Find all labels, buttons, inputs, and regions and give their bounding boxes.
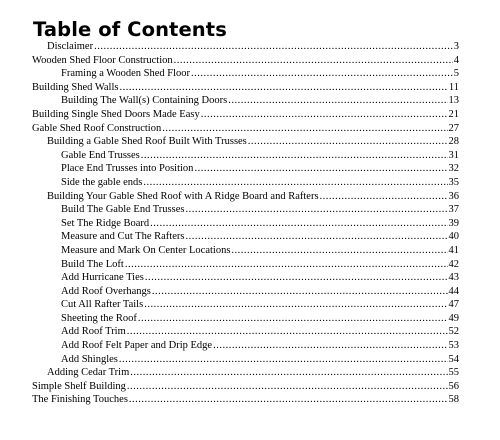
toc-entry[interactable] — [32, 40, 459, 54]
dot-leader — [129, 393, 448, 407]
toc-entry-label[interactable]: Building a Gable Shed Roof Built With Trusses — [47, 136, 247, 148]
toc-entry-label[interactable]: Gable Shed Roof Construction — [32, 122, 162, 134]
dot-leader — [130, 366, 447, 380]
toc-entry-label[interactable]: Measure and Cut The Rafters — [61, 231, 185, 243]
toc-entry[interactable] — [32, 67, 459, 81]
toc-entry-label[interactable]: Gable End Trusses — [61, 149, 140, 161]
toc-entry-label[interactable]: Add Roof Trim — [61, 326, 126, 338]
toc-entry[interactable] — [32, 244, 459, 258]
toc-entry[interactable] — [32, 149, 459, 163]
toc-entry[interactable] — [32, 353, 459, 367]
dot-leader — [138, 312, 448, 326]
dot-leader — [143, 176, 447, 190]
toc-entry[interactable] — [32, 135, 459, 149]
toc-entry[interactable] — [32, 298, 459, 312]
toc-entry[interactable] — [32, 81, 459, 95]
dot-leader — [228, 94, 447, 108]
dot-leader — [127, 325, 448, 339]
toc-entry[interactable] — [32, 393, 459, 407]
toc-entry[interactable] — [32, 108, 459, 122]
dot-leader — [94, 40, 453, 54]
toc-list — [32, 40, 459, 407]
toc-entry[interactable] — [32, 285, 459, 299]
dot-leader — [152, 285, 448, 299]
toc-entry[interactable] — [32, 217, 459, 231]
toc-entry-label[interactable]: Building Your Gable Shed Roof with A Ridge Board and Rafters — [47, 190, 319, 202]
toc-entry-label[interactable]: Add Hurricane Ties — [61, 272, 144, 284]
toc-entry-page-number[interactable]: 21 — [448, 108, 459, 120]
dot-leader — [231, 244, 447, 258]
toc-entry-label[interactable]: Side the gable ends — [61, 176, 143, 188]
toc-entry-page-number[interactable]: 55 — [448, 367, 459, 379]
toc-entry[interactable] — [32, 190, 459, 204]
toc-entry-page-number[interactable]: 44 — [448, 285, 459, 297]
toc-entry[interactable] — [32, 54, 459, 68]
toc-entry-label[interactable]: Add Roof Felt Paper and Drip Edge — [61, 340, 213, 352]
toc-entry-label[interactable]: Building Single Shed Doors Made Easy — [32, 108, 200, 120]
dot-leader — [119, 353, 448, 367]
toc-entry-page-number[interactable]: 13 — [448, 95, 459, 107]
toc-entry-page-number[interactable]: 35 — [448, 176, 459, 188]
toc-entry[interactable] — [32, 339, 459, 353]
dot-leader — [320, 190, 448, 204]
dot-leader — [185, 230, 447, 244]
toc-entry[interactable] — [32, 380, 459, 394]
toc-entry[interactable] — [32, 176, 459, 190]
dot-leader — [248, 135, 448, 149]
toc-entry[interactable] — [32, 312, 459, 326]
dot-leader — [145, 271, 448, 285]
toc-entry[interactable] — [32, 258, 459, 272]
toc-entry-page-number[interactable]: 41 — [448, 244, 459, 256]
toc-entry-page-number[interactable]: 31 — [448, 149, 459, 161]
dot-leader — [141, 149, 448, 163]
dot-leader — [127, 380, 448, 394]
toc-entry[interactable] — [32, 325, 459, 339]
toc-entry-label[interactable]: Building The Wall(s) Containing Doors — [61, 95, 228, 107]
toc-entry-page-number[interactable]: 47 — [448, 299, 459, 311]
dot-leader — [185, 203, 447, 217]
dot-leader — [201, 108, 448, 122]
toc-entry-label[interactable]: Build The Gable End Trusses — [61, 204, 185, 216]
toc-entry-page-number[interactable]: 54 — [448, 353, 459, 365]
toc-entry-label[interactable]: The Finishing Touches — [32, 394, 128, 406]
toc-entry-page-number[interactable]: 37 — [448, 204, 459, 216]
dot-leader — [125, 258, 448, 272]
dot-leader — [191, 67, 453, 81]
toc-entry-page-number[interactable]: 32 — [448, 163, 459, 175]
dot-leader — [119, 81, 447, 95]
toc-entry-page-number[interactable]: 4 — [453, 54, 459, 66]
toc-entry-page-number[interactable]: 5 — [453, 68, 459, 80]
toc-entry[interactable] — [32, 366, 459, 380]
dot-leader — [162, 122, 447, 136]
toc-entry-label[interactable]: Place End Trusses into Position — [61, 163, 194, 175]
toc-entry-label[interactable]: Building Shed Walls — [32, 81, 119, 93]
dot-leader — [174, 54, 453, 68]
toc-entry-page-number[interactable]: 40 — [448, 231, 459, 243]
toc-entry-page-number[interactable]: 52 — [448, 326, 459, 338]
toc-entry[interactable] — [32, 122, 459, 136]
toc-entry[interactable] — [32, 94, 459, 108]
toc-entry-label[interactable]: Simple Shelf Building — [32, 380, 126, 392]
toc-entry-label[interactable]: Sheeting the Roof — [61, 312, 137, 324]
toc-entry-label[interactable]: Cut All Rafter Tails — [61, 299, 144, 311]
toc-entry[interactable] — [32, 271, 459, 285]
toc-entry-label[interactable]: Disclaimer — [47, 41, 94, 52]
dot-leader — [144, 298, 447, 312]
toc-entry-label[interactable]: Add Shingles — [61, 353, 118, 365]
toc-entry-page-number[interactable]: 36 — [448, 190, 459, 202]
toc-entry-page-number[interactable]: 27 — [448, 122, 459, 134]
toc-entry-label[interactable]: Add Roof Overhangs — [61, 285, 151, 297]
toc-title: Table of Contents — [33, 18, 227, 41]
toc-entry-page-number[interactable]: 49 — [448, 312, 459, 324]
toc-entry-page-number[interactable]: 56 — [448, 380, 459, 392]
toc-entry-label[interactable]: Set The Ridge Board — [61, 217, 150, 229]
toc-entry[interactable] — [32, 203, 459, 217]
toc-entry-page-number[interactable]: 28 — [448, 136, 459, 148]
dot-leader — [150, 217, 447, 231]
toc-entry-page-number[interactable]: 39 — [448, 217, 459, 229]
toc-entry-page-number[interactable]: 43 — [448, 272, 459, 284]
toc-entry-page-number[interactable]: 42 — [448, 258, 459, 270]
toc-entry-page-number[interactable]: 3 — [453, 41, 459, 52]
toc-entry[interactable] — [32, 230, 459, 244]
toc-entry-page-number[interactable]: 58 — [448, 394, 459, 406]
toc-entry-label[interactable]: Framing a Wooden Shed Floor — [61, 68, 191, 80]
toc-entry-page-number[interactable]: 53 — [448, 340, 459, 352]
dot-leader — [213, 339, 447, 353]
dot-leader — [194, 162, 447, 176]
toc-entry[interactable] — [32, 162, 459, 176]
toc-entry-label[interactable]: Adding Cedar Trim — [47, 367, 130, 379]
toc-entry-label[interactable]: Wooden Shed Floor Construction — [32, 54, 173, 66]
toc-entry-label[interactable]: Measure and Mark On Center Locations — [61, 244, 231, 256]
toc-entry-label[interactable]: Build The Loft — [61, 258, 124, 270]
toc-entry-page-number[interactable]: 11 — [448, 81, 459, 93]
